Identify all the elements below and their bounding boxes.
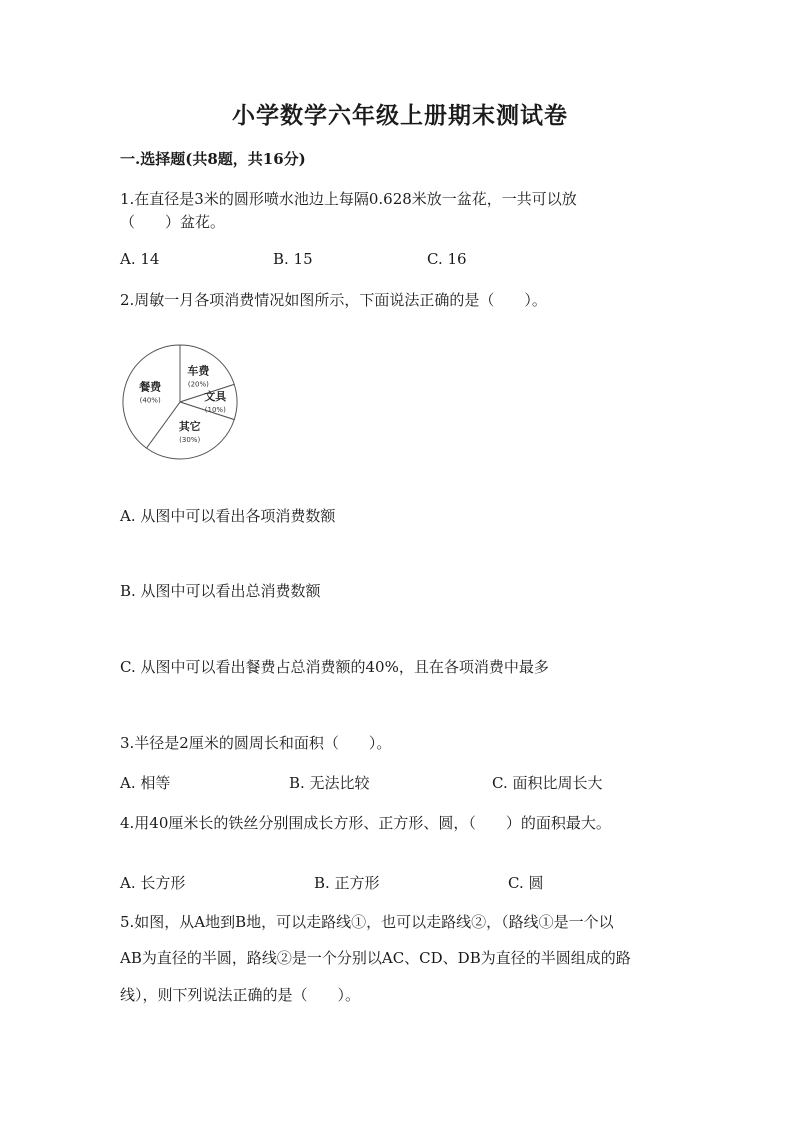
pie-label-1: 文具	[204, 390, 227, 403]
pie-label-3: 餐费	[139, 380, 162, 394]
question-5-line-1: 5.如图，从A地到B地，可以走路线①，也可以走路线②，（路线①是一个以	[120, 913, 614, 931]
question-4-option-c[interactable]: C. 圆	[508, 874, 544, 892]
pie-label-0: 车费	[187, 364, 210, 378]
question-2-option-a[interactable]: A. 从图中可以看出各项消费数额	[120, 507, 336, 525]
question-2-option-b[interactable]: B. 从图中可以看出总消费数额	[120, 582, 321, 600]
question-2-option-c[interactable]: C. 从图中可以看出餐费占总消费额的40%，且在各项消费中最多	[120, 658, 549, 676]
question-5-line-2: AB为直径的半圆，路线②是一个分别以AC、CD、DB为直径的半圆组成的路	[120, 949, 631, 967]
page-title: 小学数学六年级上册期末测试卷	[232, 102, 568, 129]
question-4-stem: 4.用40厘米长的铁丝分别围成长方形、正方形、圆，（ ）的面积最大。	[120, 814, 611, 832]
expense-pie-chart	[120, 340, 240, 465]
question-1-option-b[interactable]: B. 15	[273, 250, 313, 268]
question-3-option-a[interactable]: A. 相等	[120, 774, 171, 792]
question-1-line-2: （ ）盆花。	[120, 213, 226, 231]
question-2-stem: 2.周敏一月各项消费情况如图所示，下面说法正确的是（ ）。	[120, 291, 547, 309]
question-3-stem: 3.半径是2厘米的圆周长和面积（ ）。	[120, 734, 392, 752]
pie-chart-svg	[120, 340, 240, 465]
question-3-option-b[interactable]: B. 无法比较	[289, 774, 370, 792]
question-3-option-c[interactable]: C. 面积比周长大	[492, 774, 603, 792]
question-5-line-3: 线），则下列说法正确的是（ ）。	[120, 986, 361, 1004]
pie-label-2: 其它	[178, 419, 201, 433]
pie-percent-label-3: (40%)	[139, 396, 161, 405]
pie-percent-label-0: (20%)	[187, 380, 209, 389]
question-4-option-b[interactable]: B. 正方形	[314, 874, 380, 892]
question-4-option-a[interactable]: A. 长方形	[120, 874, 186, 892]
question-1-option-c[interactable]: C. 16	[427, 250, 467, 268]
pie-percent-label-2: (30%)	[179, 435, 201, 444]
question-1-line-1: 1.在直径是3米的圆形喷水池边上每隔0.628米放一盆花，一共可以放	[120, 190, 577, 208]
section-heading: 一.选择题(共8题，共16分)	[120, 150, 306, 168]
question-1-option-a[interactable]: A. 14	[120, 250, 160, 268]
pie-percent-label-1: (10%)	[204, 406, 226, 414]
